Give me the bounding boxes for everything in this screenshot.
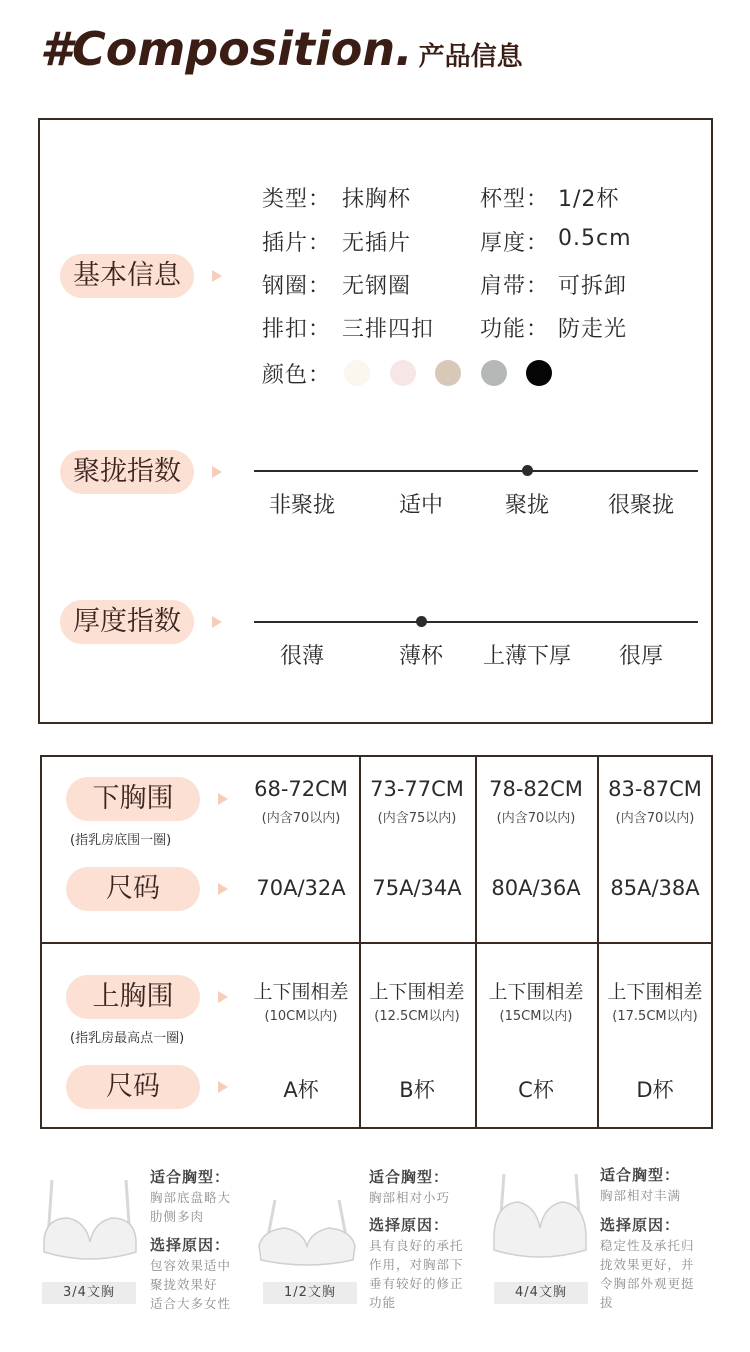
reason-title: 选择原因： [150,1236,231,1254]
reason-title: 选择原因： [600,1216,681,1234]
pill-arrow-icon [218,1081,228,1093]
push-up-level-4: 很聚拢 [607,493,674,518]
bust-difference-note: (10CM以内) [264,1009,338,1024]
under-bust-range-note: (内含70以内) [261,811,341,826]
color-swatch-black[interactable] [526,360,552,386]
under-bust-range: 83-87CM [608,777,702,801]
info-strap-value: 可拆卸 [558,274,628,299]
under-bust-pill: 下胸围 [66,777,200,821]
fit-text: 胸部相对小巧 [369,1190,451,1205]
cup-size: A杯 [283,1078,319,1102]
info-strap-label: 肩带： [480,274,550,299]
bra-4-4-label: 4/4文胸 [494,1282,588,1304]
info-wire-value: 无钢圈 [342,274,412,299]
pill-arrow-icon [212,270,222,282]
push-up-level-1: 非聚拢 [268,493,335,518]
pill-arrow-icon [218,793,228,805]
bra-3-4-icon [40,1170,140,1270]
bust-difference: 上下围相差 [607,981,703,1003]
band-size: 75A/34A [372,876,462,900]
band-size: 85A/38A [610,876,700,900]
info-hook-value: 三排四扣 [342,317,435,342]
bust-difference-note: (17.5CM以内) [612,1009,698,1024]
thickness-index-pill: 厚度指数 [60,600,194,644]
upper-bust-note: (指乳房最高点一圈) [70,1031,185,1046]
pill-arrow-icon [218,883,228,895]
table-divider [42,942,713,944]
band-size: 80A/36A [491,876,581,900]
bust-difference-note: (12.5CM以内) [374,1009,460,1024]
info-type-value: 抹胸杯 [342,187,412,212]
color-swatch-ivory[interactable] [344,360,370,386]
color-swatch-beige[interactable] [435,360,461,386]
title-english: #Composition. [40,22,413,76]
thickness-level-3: 上薄下厚 [482,644,571,669]
info-insert-value: 无插片 [342,231,412,256]
under-bust-range-note: (内含75以内) [377,811,457,826]
cup-type-3-4 [40,1160,250,1310]
cup-size-pill: 尺码 [66,1065,200,1109]
thickness-marker [416,616,427,627]
bra-4-4-icon [490,1168,590,1268]
info-thickness-label: 厚度： [480,231,550,256]
under-bust-note: (指乳房底围一圈) [70,833,172,848]
bust-difference-note: (15CM以内) [499,1009,573,1024]
color-swatch-pink[interactable] [390,360,416,386]
upper-bust-pill: 上胸围 [66,975,200,1019]
bra-1-2-label: 1/2文胸 [263,1282,357,1304]
basic-info-pill: 基本信息 [60,254,194,298]
fit-title: 适合胸型： [150,1168,231,1186]
cup-size: B杯 [399,1078,435,1102]
product-info-panel [38,118,713,724]
reason-text: 包容效果适中 聚拢效果好 适合大多女性 [150,1258,232,1311]
size-table [40,755,713,1129]
under-bust-range-note: (内含70以内) [615,811,695,826]
band-size: 70A/32A [256,876,346,900]
info-type-label: 类型： [262,187,332,212]
under-bust-range: 73-77CM [370,777,464,801]
fit-title: 适合胸型： [600,1166,681,1184]
page-title [40,22,523,82]
info-cup-value: 1/2杯 [558,187,620,212]
fit-text: 胸部底盘略大 肋侧多肉 [150,1190,232,1224]
info-insert-label: 插片： [262,231,332,256]
push-up-level-2: 适中 [398,493,443,518]
push-up-marker [522,465,533,476]
info-cup-label: 杯型： [480,187,550,212]
info-function-label: 功能： [480,317,550,342]
pill-arrow-icon [212,466,222,478]
title-chinese: 产品信息 [418,42,523,72]
bust-difference: 上下围相差 [369,981,465,1003]
thickness-scale-line [254,621,698,623]
push-up-level-3: 聚拢 [504,493,549,518]
info-color-label: 颜色： [262,363,332,388]
info-function-value: 防走光 [558,317,628,342]
thickness-level-4: 很厚 [618,644,663,669]
info-hook-label: 排扣： [262,317,332,342]
color-swatch-gray[interactable] [481,360,507,386]
info-wire-label: 钢圈： [262,274,332,299]
reason-title: 选择原因： [369,1216,450,1234]
under-bust-range: 78-82CM [489,777,583,801]
bust-difference: 上下围相差 [253,981,349,1003]
fit-title: 适合胸型： [369,1168,450,1186]
pill-arrow-icon [218,991,228,1003]
fit-text: 胸部相对丰满 [600,1188,682,1203]
bra-3-4-label: 3/4文胸 [42,1282,136,1304]
reason-text: 具有良好的承托 作用，对胸部下 垂有较好的修正 功能 [369,1238,464,1310]
cup-size: C杯 [518,1078,554,1102]
push-up-index-pill: 聚拢指数 [60,450,194,494]
cup-type-1-2 [255,1160,485,1310]
pill-arrow-icon [212,616,222,628]
cup-type-4-4 [490,1160,740,1310]
size-pill: 尺码 [66,867,200,911]
cup-size: D杯 [636,1078,674,1102]
info-thickness-value: 0.5cm [558,226,632,251]
thickness-level-1: 很薄 [279,644,324,669]
under-bust-range: 68-72CM [254,777,348,801]
thickness-level-2: 薄杯 [398,644,443,669]
bra-1-2-icon [255,1170,359,1270]
bust-difference: 上下围相差 [488,981,584,1003]
reason-text: 稳定性及承托归 拢效果更好，并 令胸部外观更挺 拔 [600,1238,695,1310]
under-bust-range-note: (内含70以内) [496,811,576,826]
push-up-scale-line [254,470,698,472]
